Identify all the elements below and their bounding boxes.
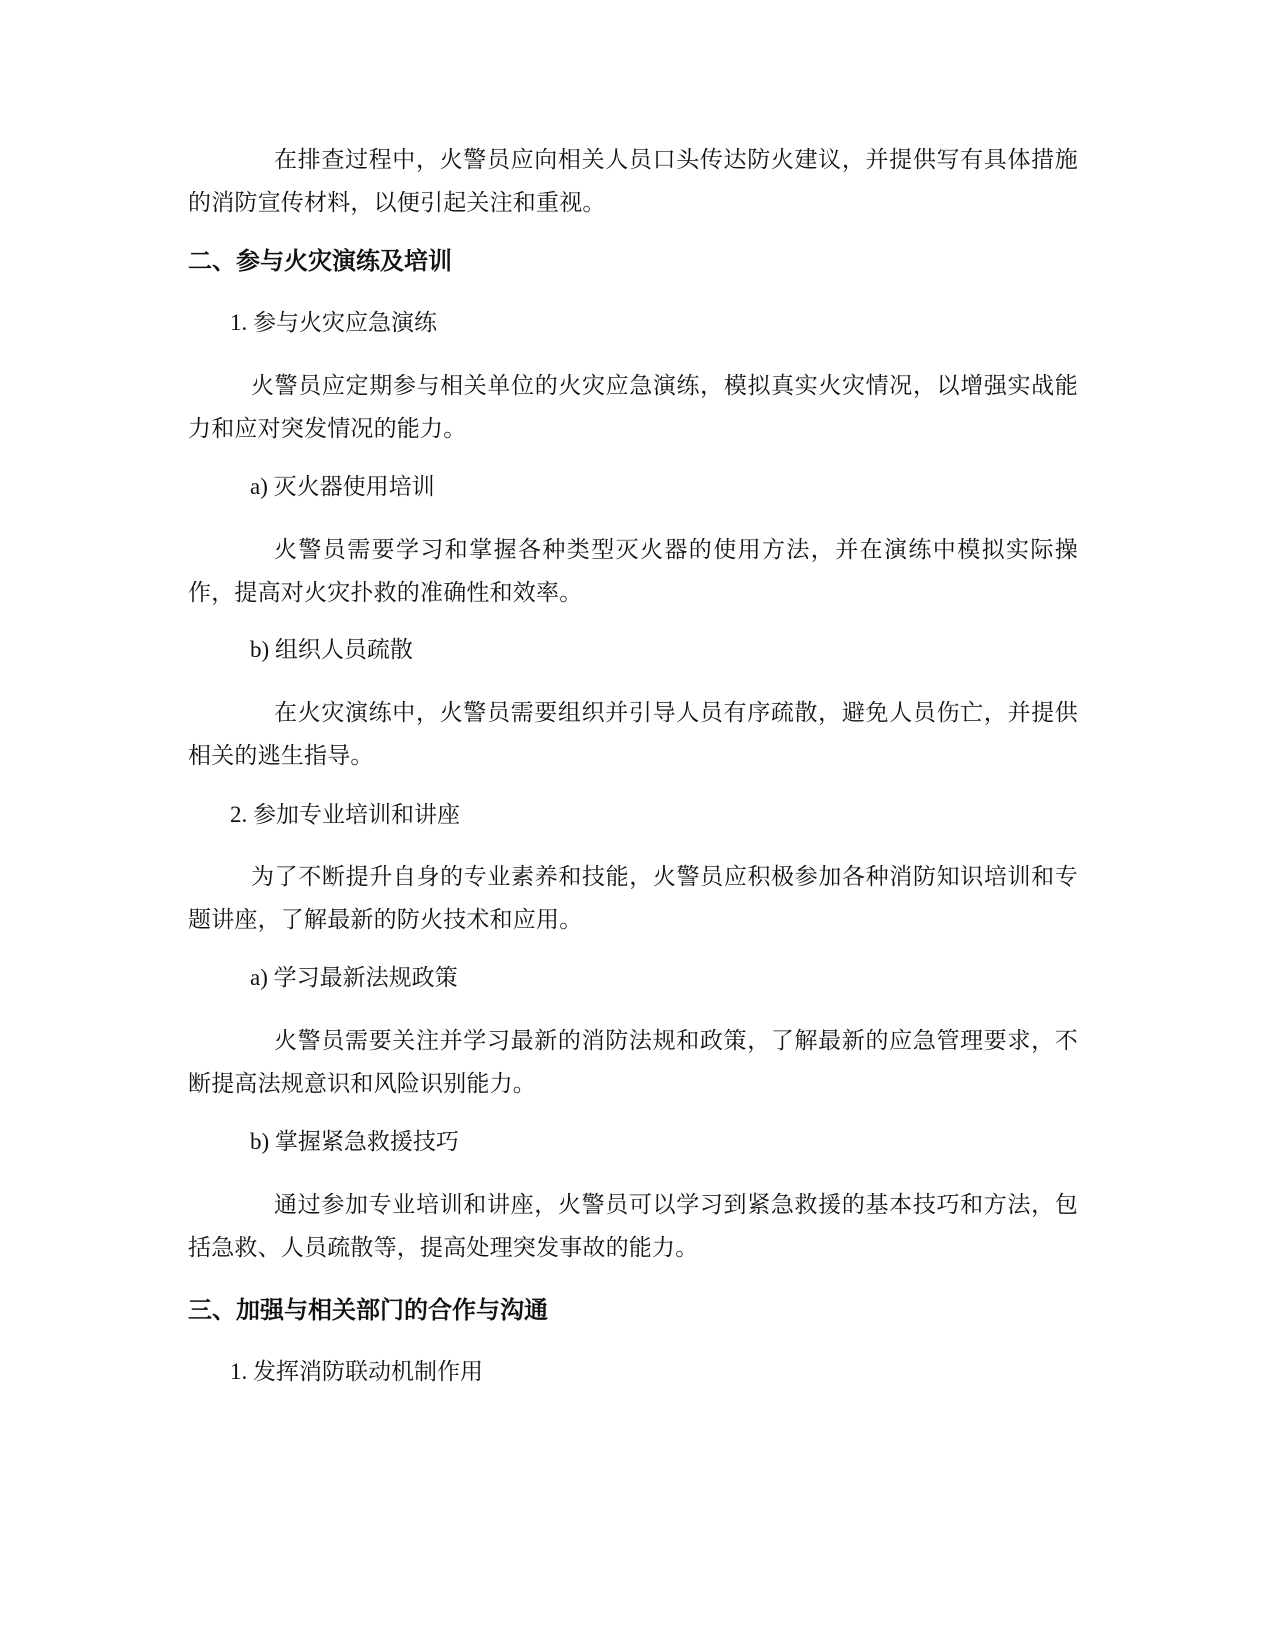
list-item-emergency-drill: 1. 参与火灾应急演练	[230, 310, 437, 335]
list-item-linkage-mechanism: 1. 发挥消防联动机制作用	[230, 1359, 483, 1384]
section-heading-drills-training: 二、参与火灾演练及培训	[188, 247, 452, 275]
section-heading-cooperation: 三、加强与相关部门的合作与沟通	[188, 1296, 548, 1324]
paragraph-regulations: 火警员需要关注并学习最新的消防法规和政策，了解最新的应急管理要求，不断提高法规意识和风险识别能力。	[188, 1028, 1078, 1096]
paragraph-emergency-drill: 火警员应定期参与相关单位的火灾应急演练，模拟真实火灾情况，以增强实战能力和应对突发情况的能力。	[188, 373, 1078, 441]
paragraph-professional-training: 为了不断提升自身的专业素养和技能，火警员应积极参加各种消防知识培训和专题讲座，了解最新的防火技术和应用。	[188, 864, 1078, 932]
paragraph-extinguisher-training: 火警员需要学习和掌握各种类型灭火器的使用方法，并在演练中模拟实际操作，提高对火灾扑救的准确性和效率。	[188, 537, 1078, 605]
paragraph-inspection-advice: 在排查过程中，火警员应向相关人员口头传达防火建议，并提供写有具体措施的消防宣传材料，以便引起关注和重视。	[188, 147, 1078, 215]
list-item-rescue-skills: b) 掌握紧急救援技巧	[250, 1129, 459, 1154]
paragraph-rescue-skills: 通过参加专业培训和讲座，火警员可以学习到紧急救援的基本技巧和方法，包括急救、人员疏散等，提高处理突发事故的能力。	[188, 1192, 1078, 1260]
list-item-professional-training: 2. 参加专业培训和讲座	[230, 802, 460, 827]
list-item-evacuation: b) 组织人员疏散	[250, 637, 413, 662]
list-item-regulations: a) 学习最新法规政策	[250, 965, 458, 990]
list-item-extinguisher-training: a) 灭火器使用培训	[250, 474, 435, 499]
paragraph-evacuation: 在火灾演练中，火警员需要组织并引导人员有序疏散，避免人员伤亡，并提供相关的逃生指导。	[188, 700, 1078, 768]
